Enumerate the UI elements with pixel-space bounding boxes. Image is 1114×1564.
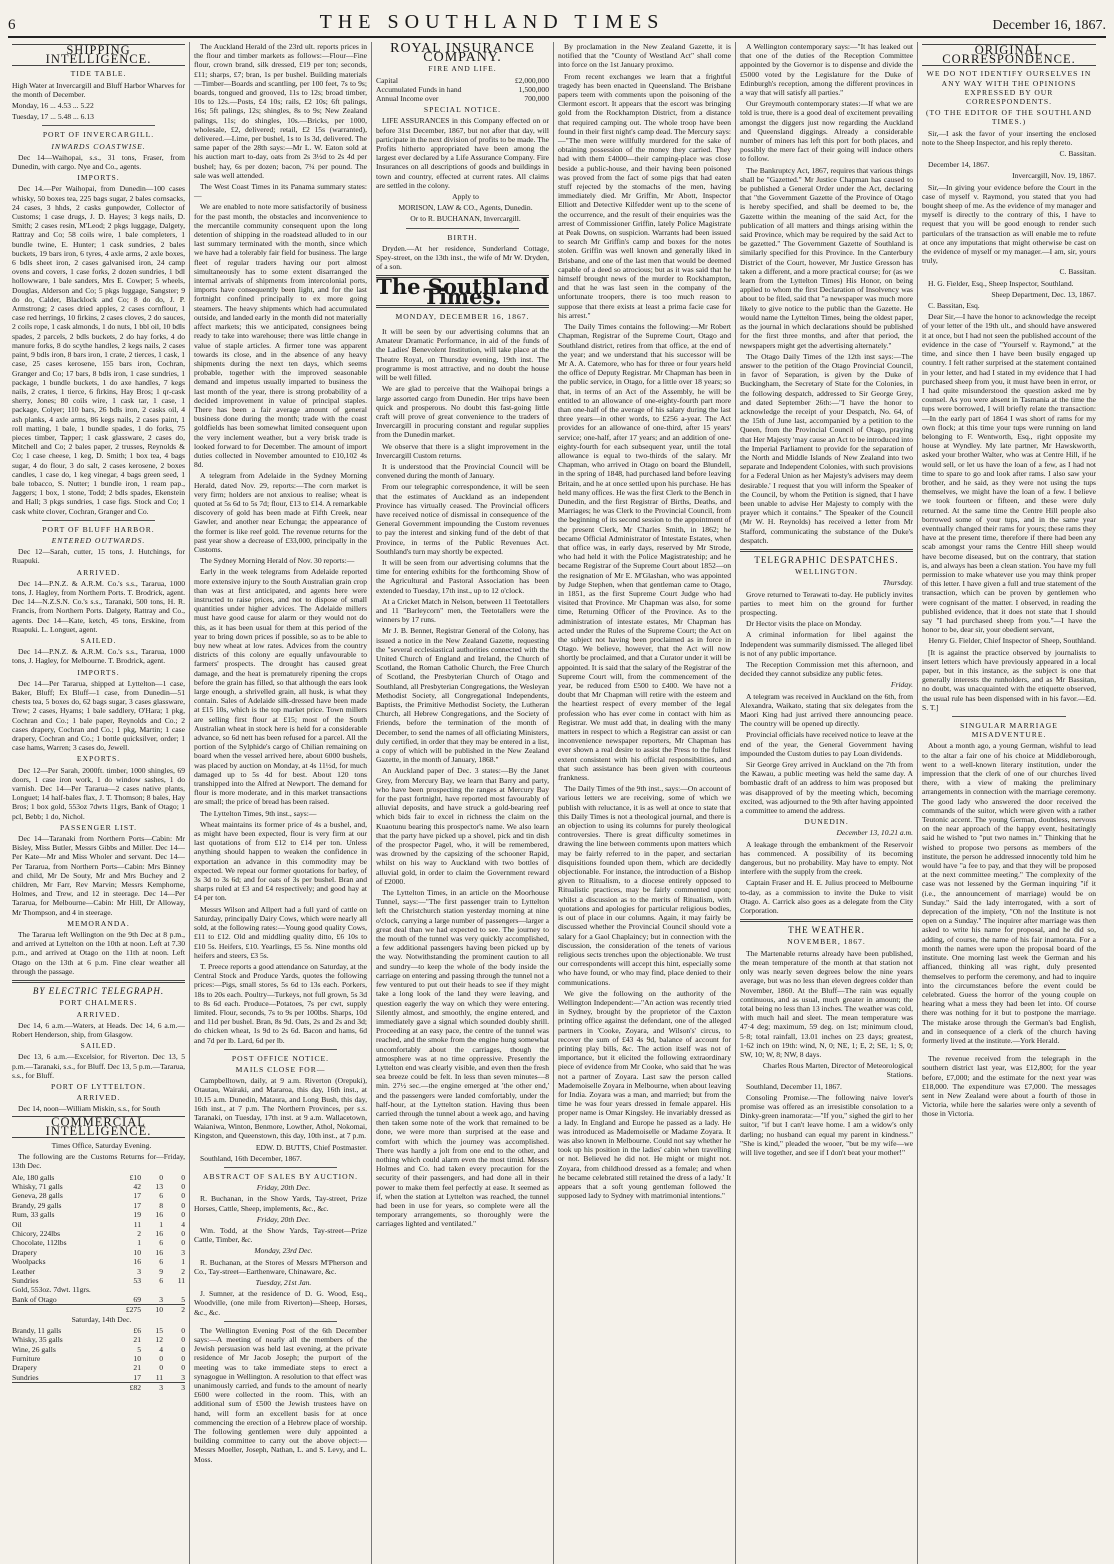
paragraph: Dec 14.—Per Waihopai, from Dunedin—100 cases whisky, 50 boxes tea, 225 bags sugar, 2 bales cornsacks, 24 cases, 3 hhds, 2 casks gunpowder, Collector of Customs; 1 case drugs, J. D. Hayes; 3 kegs nails, D. Smith; 2 cases resin, M'Leod; 2 pkgs luggage, Dalgety, Rattray and Co; 58 coils wire, 1 bale completers, 1 bundle twine, E. Hunter; 1 cask sundries, 2 bales buckets, 19 bars iron, 6 tyres, 4 axle arms, 2 axle boxes, 6 bdls sheet iron, 2 cases galvanised iron, 24 camp ovens and covers, 1 case forks, 2 dozen sundries, 1 bdl hollowware, 1 bale sanders, Mrs E. Cowper; 5 wheels, Douglas, Alderson and Co; 5 pkgs luggage, Sangster; 9 do do, Calder, Blacklock and Co; 8 do do, J. P. Armstrong; 2 cases dried apples, 2 cases cornflour, 1 case red herrings, 10 firkins, 2 cases cloves, 2 do sauces, 2 coils rope, 1 cask almonds, 1 do nuts, 1 bbl oil, 10 bdls spades, 2 parcels, 2 bdls buckets, 2 do hay forks, 4 do manure forks, 8 do scythe handles, 2 kegs nails, 2 cases paint, 9 bdls iron, 8 bars iron, 1 crate, 2 tierces, 1 cask, 1 case, 25 cases kerosene, 155 bars iron, Cochran, Granger and Co; 17 bars, 8 bdls iron, 1 case sundries, 1 package, 1 bundle buckets, 1 do axe handles, 7 kegs nails, 2 crates, 1 tierce, 6 firkins, Hay Bros; 1 qr-cask sherry, Jones; 80 coils wire, 1 cask tar, 1 case, 1 package, Colyer; 110 bars, 26 bdls iron, 2 casks oil, 4 ash planks, 4 axle arms, 86 kegs nails, 2 cases paint, 1 roll matting, 1 bale, 1 bundle spades, 1 do forks, 75 pieces timber, Tapper; 1 cask glassware, 2 cases do, Mitchell and Co; 2 bales paper, 2 trusses, Reynolds & Co; 1 case cheese, 1 keg, D. Smith; 1 box tea, 4 bags sugar, 4 do flour, 3 do salt, 2 cases kerosene, 2 boxes candles, 1 case do, 1 keg vinegar, 4 bags green seed, 1 bale tobacco, S. Nutter; 1 bundle iron, 1 ream pap., Jaggers; 1 box, 1 stone, Todd; 2 bdls spades, Ekenstein and Hall; 3 pkgs sundries, 1 case figs. Stock and Co; 1 cask white clover, Cochran, Granger and Co. (12, 184, 185, 516)
day-label: Friday. (890, 680, 913, 690)
returns-row (12, 1345, 185, 1354)
sale-date: Friday, 20th Dec. (256, 1183, 311, 1193)
returns-total-row (12, 1383, 185, 1393)
birth-heading: BIRTH. (447, 232, 478, 242)
subheading: ARRIVED. (76, 567, 121, 577)
returns-cell-item: Sundries (12, 1372, 39, 1382)
auction-heading: ABSTRACT OF SALES BY AUCTION. (203, 1171, 358, 1181)
sale-entry: J. Sumner, at the residence of D. G. Wood, Esq., Woodville, (one mile from Riverton)—Sheep, Horses, &c., &c. (194, 1289, 367, 1317)
insurance-value: 700,000 (524, 94, 549, 104)
returns-cell-l (119, 1285, 141, 1294)
paragraph: A criminal information for libel against the Independent was summarily dismissed. The alleged libel is not of any public importance. (740, 630, 913, 658)
paper-title: THE SOUTHLAND TIMES (319, 11, 665, 33)
post-office-heading: POST OFFICE NOTICE. (231, 1053, 330, 1063)
returns-cell-d: 0 (181, 1181, 185, 1191)
insurance-label: Annual Income over (376, 94, 439, 104)
returns-cell-l: 1 (137, 1238, 141, 1248)
paragraph: Consoling Promise.—The following naive lover's promise was offered as an irresistible consolation to a Dinky-green inamorata:—"If you," sighed the girl to her suitor, "if but I can't leave home. I am a widow's only darling; no husband can equal my parent in kindness." "She is kind," pleaded the wooer, "but be my wife—we will live together, and see if I don't beat your mother!" (740, 1092, 913, 1157)
paragraph: The Lyttelton Times, 9th inst., says:— (200, 808, 317, 818)
paragraph: Provincial officials have received notice to leave at the end of the year, the General Government having impounded the Custom duties to pay Loan dividends. (740, 730, 913, 758)
sale-date: Friday, 20th Dec. (256, 1214, 311, 1224)
paragraph: Our Greymouth contemporary states:—If what we are told is true, there is a good deal of excitement prevailing amongst the diggers just now regarding the Auckland and Queensland diggings. Already a considerable number of miners has left this port for both places, and possibly the mere fact of their going will induce others to follow. (740, 99, 913, 164)
paragraph: We are enabled to note more satisfactorily of business for the past month, the obstacles and inconvenience to the mercantile community consequent upon the long detention of shipping in the roadstead alluded to in our last summary terminated with the month, since which we have had a tolerably fair field for business. The large fleet of regular traders having our port almost simultaneously has to some extent disarranged the internal arrivals of shipments from intercolonial ports, imports have consequently been light, and for the last fortnight confined principally to ex more going steamers. The heavy shipments which had accumulated outside, and landed early in the month did not materially affect markets; this we anticipated, consignees being ready to take into warehouse; there was little change in value of staple articles. A firmer tone was apparent towards its close, and in the absence of any heavy shipments during the next ten days, which seems probable, together with the improved seasonable demand and impetus usually imparted to business the last month of the year, there is strong probability of a decided improvement in value of principal staples. There has been a fair average amount of general business done during the month; trade with the coast goldfields has been somewhat limited consequent upon the very inclement weather, but a very brisk trade is looked forward to for December. The amount of import duties collected in November amounted to £10,102 4s 8d. (194, 202, 367, 470)
subheading: MAILS CLOSE FOR— (235, 1064, 326, 1074)
paragraph: The Lyttelton Times, in an article on the Moorhouse Tunnel, says:—"The first passenger train to Lyttelton left the Christchurch station yesterday morning at nine o'clock, carrying a large number of passengers—larger a great deal than we had expected to see. The journey to the mouth of the tunnel was very quickly accomplished, a few additional passengers having been picked up by the way. Notwithstanding the prominent caution to all and sundry—to keep the whole of the body inside the carriage on entering and passing through the tunnel not a few ventured to put out their heads to see if they might take a long look of the land they were leaving, and question eagerly the way on which they were entering. Silently almost, and smoothly, the engine entered, and immediately gave a signal which sounded doubly shrill. Proceeding at an easy pace, the centre of the tunnel was reached, and the smoke from the engine hung somewhat uncomfortably about the carriages, though the atmosphere was at no time oppressive. Presently the Lyttelton end was clearly visible, and even then the fresh sea breeze could be felt. In less than seven minutes—8 min. 27½ sec.—the engine emerged at 'the other end,' and the passengers were landed comfortably, under the half-hour, at the Lyttelton station. Having thus been carried through the tunnel about a week ago, and having then taken some note of the work that remained to be done, we were more than surprised at the ease and comfort with which the journey was accomplished. There was hardly a jolt from one end to the other, and nothing which could alarm even the most timid. Messrs Holmes and Co. had taken every precaution for the security of their passengers, and had done all in their power to make them feel perfectly at ease. It seemed as if, when the station at Lyttelton was reached, the tunnel had been in use for years, so complete were all the temporary arrangements, so thoroughly were the carriages lighted and ventilated." (376, 888, 549, 1229)
returns-row (12, 1363, 185, 1372)
returns-row (12, 1248, 185, 1257)
returns-row (12, 1220, 185, 1229)
returns-cell-s: 13 (155, 1181, 163, 1191)
correspondence-heading: ORIGINAL CORRESPONDENCE. (922, 44, 1096, 66)
insurance-line (376, 94, 549, 103)
subheading: SAILED. (80, 1041, 117, 1051)
returns-cell-l: 17 (133, 1372, 141, 1382)
returns-cell-d: 1 (181, 1257, 185, 1267)
column-2 (190, 42, 372, 1564)
returns-cell-l: 19 (133, 1210, 141, 1220)
returns-cell-s: 0 (159, 1363, 163, 1373)
returns-total-s: 10 (141, 1305, 163, 1315)
subheading: PASSENGER LIST. (59, 822, 138, 832)
returns-cell-item: Bank of Otago (12, 1294, 57, 1304)
returns-row (12, 1229, 185, 1238)
returns-row (12, 1182, 185, 1191)
paragraph: T. Preece reports a good attendance on Saturday, at the Central Stock and Produce Yards, quotes the following prices:—Pigs, small stores, 5s 6d to 13s each. Porkers, 18s to 20s each. Poultry—Turkeys, not full grown, 5s 3d to 8s 6d each. Produce—Potatoes, 7s per cwt, supply limited. Flour, seconds, 7s to 9s per 100lbs. Sharps, 10d and 11d per bushel. Bran, 8s 9d. Oats, 2s and 2s and 3d; do chicken wheat, 1s 9d to 2s 6d. Bacon and hams, 6d and 7d per lb. Lard, 6d per lb. (194, 961, 367, 1045)
returns-cell-item: Chicory, 224lbs (12, 1228, 61, 1238)
paragraph: The Martenable returns already have been published, the mean temperature of the month at that station not only was nearly seven degrees below the nine years average, but was no less than eleven degrees colder than November, 1860. At the Bluff—The rain was equally continuous, and as usual, much greater in amount; the total being no less than 13 inches. The weather was cold, with much hail and sleet. The mean temperature was 47·4 deg; maximum, 59 deg. on 1st; minimum cloud, 5·8; total rainfall, 13.01 inches on 23 days; greatest, 1·62 inch on 19th: wind, N, 0; NE, 1; E, 2; SE, 1; S, 0; SW, 10; W, 8; NW, 8 days. (740, 948, 913, 1059)
returns-row (12, 1335, 185, 1344)
paragraph: A leakage through the embankment of the Reservoir has commenced. A possibility of its becoming dangerous, but no probability. May have to empty. Not interfere with the supply from the creek. (740, 839, 913, 877)
returns-cell-l: 21 (133, 1335, 141, 1345)
paragraph: Captain Fraser and H. E. Julius proceed to Melbourne to-day, as a commission to invite the Duke to visit Otago. A. Carrick also goes as a delegate from the City Corporation. (740, 878, 913, 916)
masthead (8, 6, 1106, 38)
paragraph: About a month ago, a young German, wishful to lead to the altar a fair one of his choice at Middleborough, went to a well-known literary institution, under the impression that the clerk of one of our churches lived there, with a view of making the preliminary arrangements in connection with the marriage ceremony. The good lady who answered the door received the commands of the suitor, which were given with a rather Teutonic accent. The young German, doubtless, nervous on the near approach of the happy event, hesitatingly said he wished to "put two names in." Thinking that he wished to propose two persons as members of the institute, the person he addressed innocently told him he would have "a fee to pay, and that they will be proposed at the next committee meeting." The complexity of the case was not lessened by the German inquiring "if it (i.e., the announcement of marriage) would be on Sunday." Said the lady interrogated, with a sort of deprecation of the impiety, "Oh no! the Institute is not open on a Sunday." The inquirer after marriage was then asked to write his name for proposal, and he did so, adding, of course, the name of his fair inamorata. For a month the names were upon the proposal board of the institute. One morning last week the German and his affianced, thinking all was right, duly presented themselves to perform the ceremony, and had to inquire into the circumstances before the event could be celebrated. Guess the horror of the young couple on hearing what a mess they had been let into. Of course there was nothing for it but to postpone the marriage. The mistake arose through the German's bad English, and in consequence of a clerk of the church having formerly lived at the institute.—York Herald. (922, 741, 1096, 1045)
returns-cell-d: 4 (181, 1219, 185, 1229)
returns-cell-l: £6 (133, 1325, 141, 1335)
returns-row (12, 1267, 185, 1276)
paragraph: Sir George Grey arrived in Auckland on the 7th from the Kawau, a public meeting was held the same day. A bombastic draft of an address to him was proposed but was disapproved of by the meeting which, becoming excited, was adjourned to the 9th after having appointed a committee to amend the address. (740, 760, 913, 816)
returns-cell-d: 0 (181, 1238, 185, 1248)
column-3 (372, 42, 554, 1564)
paragraph: Dear Sir,—I have the honor to acknowledge the receipt of your letter of the 19th ult., and should have answered it at once, but I had not seen the published account of the evidence in the case of "Yourself v. Raymond," at the time, and since then I have been busily engaged up country. I felt rather surprised at the statement contained in your letter, and had I stated in my evidence that I had purchased sheep from you, it must have been in error, or I had quite misunderstood the question asked me by counsel. As you were absent in Tasmania at the time the tups were borrowed, I will briefly relate the transaction:—In the early part of 1864 I was short of rams for my own flock; at this time your tups were running on land belonging to F. Wentworth, Esq., right opposite my house at Wyndley. My late partner, Mr Hawskworth, asked your brother Walter, who was at Centre Hill, if he would sell, or let us have the loan of a few, as I had not time to spare to go and look after rams. I also saw your brother, and he said, as they were not using the tups themselves, we might have the loan of a few. I believe we took fourteen or fifteen, and these were duly returned. At the same time the Centre Hill people also borrowed some of your tups, and in the same year eventually changed their rams for yours; these rams they have at the present time, therefore if there had been any scab amongst your rams the Centre Hill sheep would have become diseased, but on the contrary, that station is, and always has been a clean station. You have my full permission to make whatever use you may think proper of this letter. I have given a full and true statement of the transaction, which can be proven by gentlemen who were cognisant of the matter. I observed, in reading the published evidence, that it does not state that I should say "I had purchased sheep from you."—I have the honor to be, dear sir, your obedient servant, (922, 312, 1096, 635)
paragraph: An Auckland paper of Dec. 3 states:—By the Janet Grey, from Mercury Bay, we learn that Barry and party, who have been prospecting the ranges at Mercury Bay for the past fortnight, have reported most favourably of alluvial deposits, and have struck a gold-bearing reef which bids fair to excel in richness the claim on the Kuaotunu bearing this prospector's name. We also learn that the party have picked up a shovel, pick and tin dish of the prospector Pagel, who, it will be remembered, was drowned by the capsizing of the schooner Rapid, whilst on his way to Auckland with two bottles of alluvial gold, in order to claim the Government reward of £2000. (376, 766, 549, 886)
signature: C. Bassitan. (1059, 149, 1096, 159)
returns-cell-d: 0 (181, 1210, 185, 1220)
returns-total-s: 3 (141, 1383, 163, 1393)
sale-date: Tuesday, 21st Jan. (255, 1278, 312, 1287)
returns-cell-item: Geneva, 28 galls (12, 1191, 63, 1201)
sale-date: Monday, 23rd Dec. (254, 1246, 313, 1256)
returns-cell-s: 0 (159, 1172, 163, 1182)
disclaimer: WE DO NOT IDENTIFY OURSELVES IN ANY WAY WITH THE OPINIONS EXPRESSED BY OUR CORRESPONDENTS. (926, 69, 1092, 107)
subheading: IMPORTS. (77, 667, 120, 677)
paragraph: The Daily Times contains the following:—Mr Robert Chapman, Registrar of the Supreme Court, Otago and Southland district, retires from that office, at the end of the year; and we understand that his successor will be Mr A. A. Catemore, who has for three or four years held the office of Deputy Registrar. Mr Chapman has been in the public service, in Otago, for a little over 18 years; so that, in terms of an Act of the Assembly, he will be entitled to an allowance of one-eighty-fourth part more than one-half of the average of his salary during the last three years—in other words, to £256 a-year. The Act provides for an allowance of one-third, after 15 years' service; one-half, after 17 years; and an addition of one-eighty-fourth for each subsequent year, until the total allowance is equal to two-thirds of the salary. Mr Chapman, who arrived in Otago on board the Blundell, in the spring of 1848, had purchased land before leaving Britain, and he at once settled upon his purchase. He has held many offices. He was the first Clerk to the Bench in Dunedin, and the first Registrar of Births, Deaths, and Marriages; he was Clerk to the Provincial Council, from the beginning of its second session to the appointment of the present Clerk, Mr Charles Smith, in 1862; he became Official Administrator of Intestate Estates, when that office was, in early days, reserved by Mr Strode, who had held it with the Police Magistrateship; and he became Registrar of the Supreme Court about 1852—on the resignation of Mr E. M'Glashan, who was appointed by Judge Stephen, when that gentleman came to Otago, in 1851, as the first Supreme Court Judge who had visited that Province. Mr Chapman was also, for some time, Returning Officer of the Province. As to the administration of intestate estates, Mr Chapman has acted under the Rules of the Supreme Court; the Act on the subject not having been proclaimed as in force in Otago. We believe, however, that the Act will now shortly be proclaimed, and that a Curator under it will be appointed. It is said that the salary of the Registrar of the Supreme Court will, from the commencement of the year, be reduced from £500 to £400. We have not a doubt that Mr Chapman will retire with the esteem and the heartiest respect of every member of the legal profession who has ever come in contact with him as Registrar. We must add that, in dealing with the many matters in respect to which a Registrar can assist or can inconvenience newspaper reporters, Mr Chapman has ever shown a real desire to assist the Press to the fullest extent consistent with his official responsibilities, and that such assistance has been given with courteous frankness. (558, 322, 731, 783)
returns-cell-d: 5 (181, 1294, 185, 1304)
returns-cell-s: 15 (155, 1325, 163, 1335)
paragraph: The Tararua left Wellington on the 9th Dec at 8 p.m., and arrived at Lyttelton on the 10th at noon. Left at 7.30 p.m., and arrived at Otago on the 11th at noon. Left Otago on the 13th at 6 p.m. Fine clear weather all through the passage. (12, 930, 185, 976)
signature: C. Bassitan. (1059, 267, 1096, 277)
insurance-label: Capital (376, 75, 398, 85)
returns-cell-l: 10 (133, 1354, 141, 1364)
returns-cell-d: 0 (181, 1325, 185, 1335)
returns-cell-item: Leather (12, 1266, 36, 1276)
paragraph: Dec 14—Waihopai, s.s., 31 tons, Fraser, from Dunedin, with cargo. Nye and Co., agents. (12, 152, 185, 172)
paragraph: The Otago Daily Times of the 12th inst says:—The answer to the petition of the Otago Provincial Council, in favor of Separation, is given by the Duke of Buckingham, the Secretary of State for the Colonies, in the following despatch, addressed to Sir George Grey, and dated September 26th:—"I have the honor to acknowledge the receipt of your Despatch, No. 64, of the 15th of June last, accompanied by a petition to the Queen, from the Provincial Council of Otago, praying that Her Majesty 'may cause an Act to be introduced into the Imperial Parliament to provide for the separation of the North and Middle Islands of New Zealand into two separate and Independent Colonies, with such provisions for a Federal Union as her Majesty's advisers may deem desirable.' I request that you will inform the Speaker of the Council, by whom the Petition is signed, that I have been unable to advise Her Majesty to comply with the prayer which it contains." The Speaker of the Council (Mr W. H. Reynolds) has received a letter from Mr Stafford, communicating the substance of the Duke's despatch. (740, 351, 913, 545)
port-heading: PORT OF BLUFF HARBOR. (42, 524, 155, 534)
returns-cell-d: 0 (181, 1200, 185, 1210)
paragraph: Dec 12—Sarah, cutter, 15 tons, J. Hutchings, for Ruapuki. (12, 547, 185, 566)
paragraph: From our telegraphic correspondence, it will be seen that the estimates of Auckland as an independent Province has virtually ceased. The Provincial officers have received notice of dismissal in consequence of the General Government impounding the Custom revenues to pay the interest and sinking fund of the debt of that Province, in terms of the Public Revenues Act. Southland's turn may shortly be expected. (376, 482, 549, 556)
returns-cell-l: 5 (137, 1344, 141, 1354)
subheading: EXPORTS. (76, 754, 121, 764)
paragraph: The Reception Commission met this afternoon, and decided they cannot subsidize any public fetes. (740, 660, 913, 679)
returns-total-d: 2 (163, 1305, 185, 1315)
returns-cell-item: Drapery (12, 1363, 37, 1373)
returns-cell-d: 3 (181, 1247, 185, 1257)
paragraph: The Sydney Morning Herald of Nov. 30 reports:— (200, 556, 355, 566)
paragraph: The Bankruptcy Act, 1867, requires that various things shall be "Gazetted." Mr Justice Chapman has caused to be published a General Order under the Act, declaring that "the Government Gazette of the Province of Otago is hereby specified, and shall be deemed to be, the Gazette within the meaning of the said Act, for the publication of all matters and things arising within the said Province, which may be required by the said Act to be gazetted." The Government Gazette of Southland is similarly specified for this Province. In the Canterbury District of the Court, however, Mr Justice Gresson has taken a different, and a more practical course; for (as we learn from the Lyttelton Times) His Honor, on being applied to whom the first Declaration of Insolvency was about to be filed, said that "a newspaper was much more likely to give notice to the public than the Gazette. He would name the Lyttelton Times, being the oldest paper, as the journal in which declarations should be published for the first three months, and after that period, the newspapers might get the advertising alternately." (740, 165, 913, 350)
dateline: Invercargill, Nov. 19, 1867. (1012, 171, 1096, 181)
weather-month: NOVEMBER, 1867. (787, 937, 866, 947)
paragraph: It will be seen by our advertising columns that an Amateur Dramatic Performance, in aid of the funds of the Ladies' Benevolent Institution, will take place at the Theatre Royal, on Thursday evening, 19th inst. The programme is most attractive, and no doubt the house will be well filled. (376, 327, 549, 383)
subheading: ENTERED OUTWARDS. (51, 535, 146, 545)
paragraph: The revenue received from the telegraph in the southern district last year, was £12,800; for the year before, £7,000; and the estimate for the next year was £18,000. The expenditure was £7,000. The messages sent in New Zealand were about a fourth of those in Victoria, while here the salaries were only a seventh of those in Victoria. (922, 1054, 1096, 1119)
returns-table-friday (12, 1173, 185, 1315)
paragraph: Dec 14—P.N.Z. & A.R.M. Co.'s s.s., Tararua, 1000 tons, J. Hagley, from Northern Ports. T. Brodrick, agent. Dec 14—N.Z.S.N. Co.'s s.s., Taranaki, 500 tons, H. R. Francis, from Northern Ports. Dalgety, Rattray and Co., agents. Dec 14—Kate, ketch, 45 tons, Erskine, from Ruapuki. L. Longuet, agent. (12, 578, 185, 634)
paragraph: Wheat maintains its former price of 4s a bushel, and, as might have been expected, flour is very firm at our last quotations of from £12 to £14 per ton. Unless anything should happen to weaken the confidence in exportation an advance in this commodity may be expected. We repeat our former quotations for barley, of 3s 3d to 3s 6d; and for oats of 3s per bushel. Bran and sharps ruled at £3 and £4 respectively; and good hay at £4 per ton. (194, 819, 367, 903)
day-label: December 13, 10.21 a.m. (836, 828, 913, 838)
returns-intro: The following are the Customs Returns for—Friday, 13th Dec. (12, 1152, 185, 1171)
agents: Or to R. BUCHANAN, Invercargill. (410, 214, 521, 224)
returns-row (12, 1257, 185, 1266)
tide-intro: High Water at Invercargill and Bluff Harbor Wharves for the month of December. (12, 80, 186, 99)
returns-total-d: 3 (163, 1383, 185, 1393)
paragraph: A telegram from Adelaide in the Sydney Morning Herald, dated Nov. 29, reports:—The corn market is very firm; holders are not anxious to realise; wheat is quoted at 5s 6d to 5s 7d; flour, £13 to £14. A remarkable discovery of gold has been made at Fifth Creek, near Gawler, and another near Echunga; the appearance of the former is like reef gold. The revenue returns for the past year show a decrease of £33,000, principally in the Customs. (194, 471, 367, 554)
paragraph: The Daily Times of the 9th inst., says:—On account of various letters we are receiving, some of which we publish with reluctance, it is as well at once to state that this Daily Times is not a theological journal, and there is an objection to using its columns for purely theological controversies. There is great difficulty sometimes in drawing the line between comments upon matters which may be fairly referred to in the paper, and sectarian disquisitions founded upon them, which are decidedly objectionable. For instance, the introduction of a Bishop given to Ritualism, to a diocese entirely opposed to Ritualistic practices, may be fairly commented upon; whilst a discussion as to the merits of Ritualism, with quotations and apologies for particular religious bodies, is out of place in our columns. Again, it may fairly be discussed whether the Provincial Council should vote a salary for a Gaol Chaplaincy; but in connection with the discussion, the consideration of the tenets of various religious sects trenches upon the objectionable. We trust our correspondents will accept this hint, especially some who have found, or who may find, place denied to their communications. (558, 784, 731, 987)
returns-cell-l: 17 (133, 1200, 141, 1210)
saturday-heading: Saturday, 14th Dec. (71, 1314, 132, 1324)
insurance-figures (376, 76, 549, 104)
sale-entry: R. Buchanan, at the Stores of Messrs M'Pherson and Co., Tay-street—Earthenware, Chinaware, &c. (194, 1257, 367, 1276)
returns-row (12, 1191, 185, 1200)
times-office: Times Office, Saturday Evening. (51, 1140, 152, 1150)
insurance-sub: FIRE AND LIFE. (428, 64, 497, 74)
paragraph: Dec 14—P.N.Z. & A.R.M. Co.'s s.s., Tararua, 1000 tons, J. Hagley, for Melbourne. T. Brodrick, agent. (12, 647, 185, 666)
dateline: Southland, 16th December, 1867. (200, 1153, 302, 1163)
paragraph: A telegram was received in Auckland on the 6th, from Alexandra, Waikato, stating that six delegates from the Maori King had just arrived there announcing peace. The country will be opened up directly. (740, 691, 913, 729)
paragraph: Sir,—In giving your evidence before the Court in the case of myself v. Raymond, you stated that you had bought sheep of me. As the evidence of my manager and myself is directly to the contrary of this, I have to request that you will be good enough to render such particulars of the transaction as will enable me to refute at once any imputations that might otherwise be cast on the evidence of myself or my manager.—I am, sir, yours truly, (922, 182, 1096, 266)
subheading: MEMORANDA. (67, 918, 130, 928)
paragraph: Dec 14—Taranaki from Northern Ports—Cabin: Mr Bisley, Miss Butler, Messrs Gibbs and Miller. Dec 14—Per Kate—Mr and Miss Wholer and servant. Dec 14—Per Tararua, from Northern Ports—Cabin: Mrs Binney and child, Mr De Souty, Mr and Mrs Buchey and 2 children, Mr Farr, Rev Marvin; Messrs Kemphorne, Holmes, and Trew, and 12 in steerage. Dec 14—Per Tararua, for Melbourne—Cabin: Mr Hill, Dr Alloway, Mr Thompson, and 4 in steerage. (12, 834, 185, 917)
paragraph: We observe that there is a slight improvement in the Invercargill Custom returns. (376, 441, 549, 460)
returns-cell-l: 69 (133, 1294, 141, 1304)
returns-cell-d: 2 (181, 1266, 185, 1276)
dateline: December 14, 1867. (928, 160, 990, 170)
paragraph: A Wellington contemporary says:—"It has leaked out that one of the duties of the Reception Committee appointed by the Governor is to dispense and divide the £5000 voted by the Legislature for the Duke of Edinburgh's reception, among the different provinces in a way that will satisfy all parties." (740, 42, 913, 98)
returns-cell-item: Rum, 33 galls (12, 1210, 55, 1220)
returns-cell-l: 21 (133, 1363, 141, 1373)
paragraph: Mr J. B. Bennet, Registrar General of the Colony, has issued a notice in the New Zealand Gazette, requesting the "several ecclesiastical authorities connected with the United Church of England and Ireland, the Church of Scotland, the Roman Catholic Church, the Free Church of Scotland, the Presbyterian Church of Otago and Southland, all Presbyterian Congregations, the Wesleyan Methodist Society, all Congregational Independents, Baptists, the Primitive Methodist Society, the Lutheran Church, all Hebrew Congregations, and the Society of Friends, before the termination of the month of December, to send the names of all officiating Ministers, duly certified, in order that they may be entered in a list, a copy of which will be published in the New Zealand Gazette, in the month of January, 1868." (376, 626, 549, 765)
returns-cell-s: 4 (159, 1344, 163, 1354)
returns-cell-l: 3 (137, 1266, 141, 1276)
returns-cell-item: Ale, 180 galls (12, 1172, 55, 1182)
column-6 (918, 42, 1100, 1564)
paragraph: Campbelltown, daily, at 9 a.m. Riverton (Orepuki), Otautau, Wairaki, and Mararoa, this day, 16th inst., at 10.15 a.m. Dunedin, Mataura, and Long Bush, this day, 16th inst., at 7 p.m. The Northern Provinces, per s.s. Taranaki, on Tuesday, 17th inst. at 9 a.m. Wallacetown, Waianiwa, Winton, Benmore, Lowther, Athol, Nokomai, Kingston, and Queenstown, this day, 10th inst., at 7 p.m. (194, 1076, 367, 1141)
returns-row (12, 1295, 185, 1305)
returns-row (12, 1210, 185, 1219)
port-heading: PORT CHALMERS. (59, 998, 138, 1008)
returns-row (12, 1354, 185, 1363)
paragraph: The West Coast Times in its Panama summary states:— (194, 182, 367, 201)
returns-cell-item: Gold, 553oz. 7dwt. 11grs. (12, 1285, 91, 1295)
issue-date: December 16, 1867. (992, 18, 1106, 33)
special-heading: SPECIAL NOTICE. (423, 105, 502, 115)
returns-cell-d: 3 (181, 1372, 185, 1382)
returns-cell-item: Sundries (12, 1276, 39, 1286)
returns-cell-d: 0 (181, 1335, 185, 1345)
returns-cell-d: 0 (181, 1363, 185, 1373)
signature: EDW. D. BUTTS, Chief Postmaster. (255, 1142, 367, 1152)
returns-cell-d: 0 (181, 1228, 185, 1238)
returns-cell-s: 16 (155, 1247, 163, 1257)
insurance-line (376, 76, 549, 85)
returns-cell-l: £10 (129, 1172, 141, 1182)
paragraph: LIFE ASSURANCES in this Company effected on or before 31st December, 1867, but not after that day, will participate in the next division of profits to be made. The Profits hitherto appropriated have been among the largest ever declared by a Life Assurance Company. Fire Insurances on all descriptions of goods and buildings in town and country, effected at current rates. All claims are settled in the colony. (376, 116, 549, 190)
insurance-label: Accumulated Funds in hand (376, 84, 462, 94)
port-heading: PORT OF INVERCARGILL. (42, 130, 155, 140)
returns-table-saturday (12, 1326, 185, 1393)
returns-row (12, 1326, 185, 1335)
returns-row (12, 1285, 185, 1294)
returns-row (12, 1373, 185, 1383)
agents: MORISON, LAW & CO., Agents, Dunedin. (398, 203, 533, 213)
returns-cell-s: 6 (159, 1257, 163, 1267)
addressee: H. G. Fielder, Esq., Sheep Inspector, Southland. (928, 278, 1074, 288)
returns-cell-d (163, 1285, 185, 1294)
returns-row (12, 1173, 185, 1182)
returns-cell-blank (12, 1305, 119, 1315)
apply: Apply to (452, 192, 479, 202)
paragraph: We are glad to perceive that the Waihopai brings a large assorted cargo from Dunedin. Her trips have been quick and prosperous. No doubt this fast-going little craft will prove of great convenience to the traders of Invercargill in procuring constant and regular supplies from the Dunedin market. (376, 384, 549, 440)
telegraphic-heading: TELEGRAPHIC DESPATCHES. (754, 554, 899, 565)
returns-cell-l: 16 (133, 1257, 141, 1267)
paragraph: Dr Hector visits the place on Monday. (746, 619, 862, 629)
port-heading: PORT OF LYTTELTON. (51, 1081, 146, 1091)
subheading: ARRIVED. (76, 1093, 121, 1103)
sale-entry: R. Buchanan, in the Show Yards, Tay-street, Prize Horses, Cattle, Sheep, implements, &c., &c. (194, 1194, 367, 1213)
returns-cell-l: 10 (133, 1247, 141, 1257)
paragraph: It is understood that the Provincial Council will be convened during the month of January. (376, 461, 549, 481)
returns-cell-d: 0 (181, 1191, 185, 1201)
insurance-value: 1,500,000 (518, 84, 549, 94)
returns-total-l: £275 (119, 1305, 141, 1315)
returns-cell-d: 0 (181, 1344, 185, 1354)
returns-cell-item: Oil (12, 1219, 22, 1229)
returns-cell-item: Brandy, 11 galls (12, 1325, 62, 1335)
sales-list (194, 1183, 367, 1317)
insurance-heading: ROYAL INSURANCE COMPANY. (390, 42, 535, 66)
telegraph-heading: BY ELECTRIC TELEGRAPH. (32, 986, 165, 997)
paragraph: Messrs Wilson and Allpert had a full yard of cattle on Saturday, principally Dairy Cows, which were nearly all sold, at the following rates:—Young good quality Cows, £11 to £12. Old and middling quality ditto, £6 10s to £10 5s. Heifers, £10. Yearlings, £5 5s. Nine months old heifers and steers, £3 5s. (194, 904, 367, 960)
returns-cell-item: Wine, 26 galls (12, 1344, 56, 1354)
paragraph: The Auckland Herald of the 23rd ult. reports prices in the flour and timber markets as follows:—Flour—Fine flour, crown brand, silk dressed, £19 per ton; seconds, £11; sharps, £7; bran, 1s per bushel. Building materials—Timber—Boards and scantling, per 100 feet, 7s to 9s; boards, tongued and grooved, 11s to 12s; broad timber, 10s to 12s.—Posts, £4 10s; rails, £2 10s; 6ft palings, 16s; 5ft palings, 12s; shingles, 8s to 9s; New Zealand palings, 11s; do shingles, 10s.—Bricks, per 1000, wholesale, £2, delivered; retail, £2 15s (warranted), delivered.—Lime, per bushel, 1s to 1s 3d, delivered. The same paper of the 28th says:—Mr L. W. Eaton sold at his auction mart to-day, oats from 2s 3½d to 2s 4d per bushel; hay, 6s per dozen; bacon, 7¼ per pound. The sale was well attended. (194, 42, 367, 180)
to-editor: (TO THE EDITOR OF THE SOUTHLAND TIMES.) (925, 108, 1093, 127)
dateline: Sheep Department, Dec. 13, 1867. (991, 289, 1096, 299)
returns-cell-s: 8 (159, 1200, 163, 1210)
sale-entry: Wm. Todd, at the Show Yards, Tay-street—Prize Cattle, Timber, &c. (194, 1225, 367, 1245)
paragraph: By proclamation in the New Zealand Gazette, it is notified that the "County of Westland Act" shall come into force on the 1st January proximo. (558, 42, 731, 70)
returns-cell-s: 3 (159, 1294, 163, 1304)
returns-cell-l: 17 (133, 1191, 141, 1201)
returns-cell-item: Brandy, 29 galls (12, 1200, 62, 1210)
returns-cell-s: 6 (159, 1238, 163, 1248)
returns-cell-l: 2 (137, 1228, 141, 1238)
returns-cell-s: 6 (159, 1191, 163, 1201)
returns-row (12, 1238, 185, 1247)
page-number: 6 (8, 17, 16, 33)
returns-cell-s: 9 (159, 1266, 163, 1276)
paragraph: Dec 14—Per Tararua, shipped at Lyttelton—1 case, Baker, Bluff; Ex Bluff—1 case, from Dunedin—51 chests tea, 5 boxes do, 62 bags sugar, 3 cases glassware, Trew; 2 cases, Hyams; 1 bale saddlery, O'Hara; 1 pkg, Cochran and Co.; 1 bale paper, Reynolds and Co.; 2 cases drapery, Cochran and Co.; 1 pkg, Martin; 1 case drapery, Cochran and Co.; 1 bottle quicksilver, order; 1 case hams, Warren; 3 cases do, Jewell. (12, 678, 185, 753)
returns-cell-blank (12, 1383, 119, 1393)
returns-cell-s: 12 (155, 1335, 163, 1345)
columns (8, 42, 1106, 1564)
returns-cell-s: 1 (159, 1219, 163, 1229)
paragraph: We give the following on the authority of the Wellington Independent:—"An action was recently tried in Sydney, brought by the proprietor of the Caxton printing office against the defendant, one of the alleged partners in 'Cooke, Zoyara, and Wilson's' circus, to recover the sum of £43 4s 9d, balance of account for printing play bills, &c. The action itself was not of importance, but it elicited the following extraordinary piece of evidence from Mr Cooke, who said that 'he was not a partner of Zoyara. Last saw the person called Mademoiselle Zoyara in Melbourne, when about leaving for India. Zoyara was a man, and married; but from the time he was four years dressed in female apparel. His proper name is Omar Kingsley. He invariably dressed as a lady. In England and Europe he passed as a lady. He was introduced as Mademoiselle or Madame Zoyara. It was also known in Melbourne. Could not say whether he took up his position in the ladies' cabin when travelling or not. Believed he did not. He might or might not. Zoyara, from childhood dressed as a female; and when he became celebrated still retained the dress of a lady.' It appears that a soft young gentleman followed the supposed lady to Sydney with matrimonial intentions." (558, 988, 731, 1201)
tide-row: Monday, 16 ... 4.53 ... 5.22 (12, 101, 94, 111)
subheading: SAILED. (80, 635, 117, 645)
returns-row (12, 1201, 185, 1210)
returns-total-row (12, 1305, 185, 1315)
column-1 (8, 42, 190, 1564)
subheading: INWARDS COASTWISE. (51, 141, 146, 151)
returns-cell-l: 42 (133, 1181, 141, 1191)
weather-heading: THE WEATHER. (788, 925, 865, 936)
paragraph: At a Cricket Match in Nelson, between 11 Teetotallers and 11 "Barleycorn" men, the Teetotallers were the winners by 17 runs. (376, 596, 549, 625)
paragraph: Grove returned to Terawati to-day. He publicly invites parties to meet him on the ground for further prospecting. (740, 589, 913, 617)
paragraph: Dec 12—Per Sarah, 2000ft. timber, 1000 shingles, 69 doors, 1 case iron work, 1 do window sashes, 1 do varnish. Dec 14—Per Tararua—2 cases native plants, Longuet; 14 half-bales flax, J. T. Thomson; 8 bales, Hay Bros; 1 box gold, 553oz 7dwts 11grs, Bank of Otago; 1 pcl, Bebb; 1 do, Nichol. (12, 765, 185, 821)
returns-cell-item: Whisky, 71 galls (12, 1181, 63, 1191)
paragraph: Dec 14, 6 a.m.—Waters, at Heads. Dec 14, 6 a.m.—Robert Henderson, ship, from Glasgow. (12, 1020, 185, 1039)
paragraph: From recent exchanges we learn that a frightful tragedy has been enacted in Queensland. The Brisbane papers teem with comments upon the poisoning of the Clermont escort. It appears that the escort was bringing gold from the Rockhampton District, from a distance that required camping out. The whole troop have been found in their first night's camp dead. The Mercury says:—"The men were willfully murdered for the sake of obtaining possession of the money they carried. They had with them £4000—their camping-place was close beside a public-house, and their having been poisoned was proved from the fact of some pigs that had eaten stuff rejected by the stomachs of the men, having immediately died. Mr Griffin, Mr Abott, Inspector Elliott and Detective Kilfedder went up to the scene of the occurrence, and the result of their enquiries was the arrest of Commissioner Griffin, lately Police Magistrate at Peak Downs, on suspicion. Warrants had been issued to search Mr Griffin's camp and boxes for the notes stolen. Griffin was well known and generally liked in Brisbane, and one of the last men that would be deemed capable of a deed so atrocious; but as it was said that he himself brought news of the murder to Rockhampton, and that he was last seen in the company of the unfortunate troopers, there is too much reason to suppose that there exists at least a prima facie case for his arrest." (558, 71, 731, 320)
returns-cell-s (141, 1285, 163, 1294)
dateline: Southland, December 11, 1867. (746, 1081, 842, 1091)
signature: Charles Rous Marten, Director of Meteorological Stations. (762, 1061, 913, 1080)
commercial-heading: COMMERCIAL INTELLIGENCE. (12, 1116, 185, 1138)
returns-total-l: £82 (119, 1383, 141, 1393)
paragraph: Dec 13, 6 a.m.—Excelsior, for Riverton. Dec 13, 5 p.m.—Taranaki, s.s., for Bluff. Dec 13, 5 p.m.—Tararua, s.s., for Bluff. (12, 1052, 185, 1080)
paragraph: Early in the week telegrams from Adelaide reported more extensive injury to the South Australian grain crop than was at first anticipated, and agents here were instructed to raise prices, and not to dispose of small quantities under higher advices. The Adelaide millers must have good cause for alarm or they would not do this, as it has been usual for them at this period of the year to bring down prices if possible, so as to be able to buy new wheat at low rates. Advices from the country districts of this colony are equally unfavourable to farmers' prospects. The drought has caused great damage, and the heat is prematurely ripening the crops before the grain has filled, so that although the ears look large enough, a shrivelled grain, all husk, is what they contain. Sales of Adelaide silk-dressed have been made at £15 10s, which is the top market price. Town millers are selling first flour at £15; most of the South Australian wheat in stock here is held for a considerable advance, so 6d nett has been refused for a parcel. All the portion of the Sylphide's cargo of Chilian remaining on board when the vessel arrived here, about 6000 bushels, was placed by auction on Monday, at 4s 11½d, for much damaged up to 5s 4d for best. About 120 tons transhipped into the Alfred at Newport. The demand for flour is more moderate, and in this market transactions are small; the price of bread has been raised. (194, 567, 367, 807)
insurance-value: £2,000,000 (514, 75, 549, 85)
editor-note: [It is against the practice observed by journalists to insert letters which have previously appeared in a local paper, but in this instance, as the subject is one that generally interests the runholders, and as Mr Bassitan, no doubt, was unacquainted with the etiquette observed, the usual rule has been dispensed with in his favor.—Ed. S. T.] (922, 647, 1096, 712)
insurance-line (376, 85, 549, 94)
signature: Henry G. Fielder, Chief Inspector of Sheep, Southland. (928, 636, 1096, 646)
subheading: ARRIVED. (76, 1009, 121, 1019)
shipping-heading: SHIPPING INTELLIGENCE. (12, 44, 185, 66)
returns-cell-item: Whisky, 35 galls (12, 1335, 63, 1345)
returns-cell-s: 11 (155, 1372, 163, 1382)
returns-cell-item: Woolpacks (12, 1257, 46, 1267)
returns-cell-item: Furniture (12, 1354, 41, 1364)
marriage-heading: SINGULAR MARRIAGE MISADVENTURE. (960, 721, 1058, 740)
column-4 (554, 42, 736, 1564)
paragraph: It will be seen from our advertising columns that the time for entering exhibits for the forthcoming Show of the Agricultural and Pastoral Association has been extended to Tuesday, 17th inst., up to 12 o'clock. (376, 557, 549, 595)
paragraph: Dec 14, noon—William Miskin, s.s., for South (18, 1104, 161, 1114)
returns-cell-l: 11 (133, 1219, 141, 1229)
paragraph: The Wellington Evening Post of the 6th December says:—A meeting of nearly all the members of the Jewish persuasion was held last evening, at the private residence of Mr Jacob Joseph; the purport of the meeting was to take immediate steps to erect a synagogue in Wellington. A resolution to that effect was unanimously carried, and funds to the amount of nearly £600 were collected in the room. This, with an additional sum of £500 the Jewish trustees have on hand, will form an excellent basis for at once commencing the erection of a Hebrew place of worship. The following gentlemen were duly appointed a building committee to carry out the above object:—Messrs Moeller, Joseph, Nathan, L. and S. Levy, and L. Moss. (194, 1325, 367, 1464)
returns-row (12, 1276, 185, 1285)
paragraph: Sir,—I ask the favor of your inserting the enclosed note to the Sheep Inspector, and his reply thereto. (922, 128, 1096, 147)
day-label: Thursday. (882, 578, 913, 588)
tide-heading: TIDE TABLE. (70, 69, 127, 79)
paragraph: Dryden.—At her residence, Sunderland Cottage, Spey-street, on the 13th inst., the wife of Mr W. Dryden, of a son. (376, 243, 549, 272)
place-heading: DUNEDIN. (804, 817, 849, 827)
returns-cell-s: 0 (159, 1354, 163, 1364)
returns-cell-l: 53 (133, 1276, 141, 1286)
paper-nameplate: The Southland Times. (376, 274, 549, 309)
addressee: C. Bassitan, Esq. (928, 301, 980, 311)
returns-cell-item: Chocolate, 112lbs (12, 1238, 67, 1248)
returns-cell-d: 0 (181, 1172, 185, 1182)
subheading: IMPORTS. (77, 173, 120, 183)
column-5 (736, 42, 918, 1564)
edition-date: MONDAY, DECEMBER 16, 1867. (395, 311, 530, 321)
tide-row: Tuesday, 17 ... 5.48 ... 6.13 (12, 112, 94, 122)
returns-cell-item: Drapery (12, 1247, 37, 1257)
place-heading: WELLINGTON. (795, 567, 858, 577)
returns-cell-s: 16 (155, 1228, 163, 1238)
returns-cell-d: 0 (181, 1354, 185, 1364)
returns-cell-d: 11 (177, 1276, 185, 1286)
returns-cell-s: 16 (155, 1210, 163, 1220)
returns-cell-s: 6 (159, 1276, 163, 1286)
